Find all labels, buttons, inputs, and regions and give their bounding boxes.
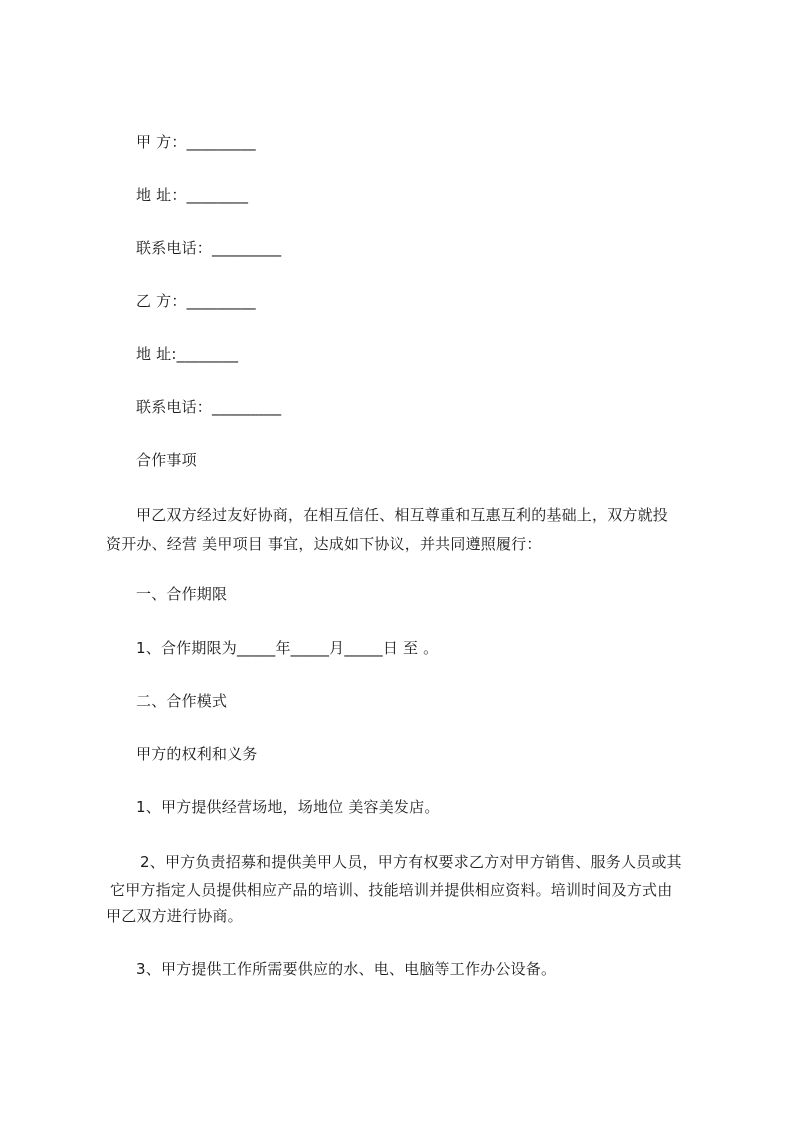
section-1-title: 一、合作期限: [136, 585, 228, 603]
cooperation-matters-heading: 合作事项: [136, 451, 197, 469]
party-a-label: 甲 方：_________: [136, 133, 256, 151]
party-b-address: 地 址:________: [136, 345, 239, 363]
section-1-item-1: 1、合作期限为_____年_____月_____日 至 。: [136, 639, 439, 657]
party-a-address: 地 址：________: [136, 186, 249, 204]
party-a-phone: 联系电话：_________: [136, 239, 282, 257]
rights-item-2-line-1: 2、甲方负责招募和提供美甲人员，甲方有权要求乙方对甲方销售、服务人员或其: [140, 853, 682, 871]
party-b-label: 乙 方：_________: [136, 292, 256, 310]
intro-paragraph-line-1: 甲乙双方经过友好协商，在相互信任、相互尊重和互惠互利的基础上，双方就投: [136, 506, 669, 524]
rights-item-2-line-3: 甲乙双方进行协商。: [106, 907, 243, 925]
party-a-rights-title: 甲方的权利和义务: [136, 745, 258, 763]
rights-item-1: 1、甲方提供经营场地，场地位 美容美发店。: [136, 798, 440, 816]
rights-item-2-line-2: 它甲方指定人员提供相应产品的培训、技能培训并提供相应资料。培训时间及方式由: [110, 881, 673, 899]
section-2-title: 二、合作模式: [136, 692, 228, 710]
party-b-phone: 联系电话：_________: [136, 398, 282, 416]
rights-item-3: 3、甲方提供工作所需要供应的水、电、电脑等工作办公设备。: [136, 960, 557, 978]
intro-paragraph-line-2: 资开办、经营 美甲项目 事宜，达成如下协议，并共同遵照履行：: [106, 535, 542, 553]
